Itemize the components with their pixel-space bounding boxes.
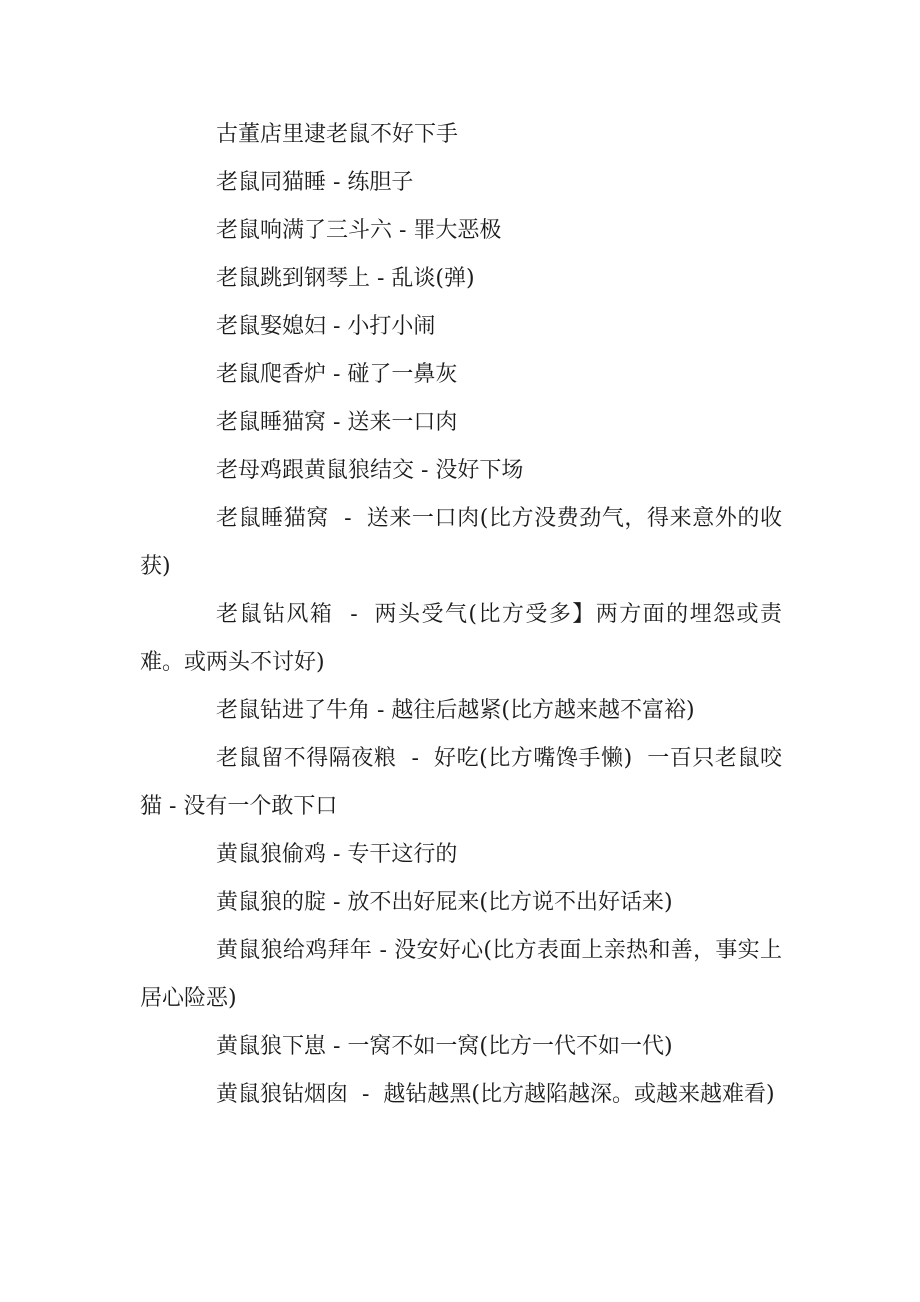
- paragraph: 老母鸡跟黄鼠狼结交 - 没好下场: [216, 458, 524, 483]
- paragraph: 老鼠睡猫窝 - 送来一口肉(比方没费劲气，得来意外的收获): [140, 506, 782, 579]
- paragraph: 老鼠响满了三斗六 - 罪大恶极: [216, 218, 502, 243]
- paragraph: 黄鼠狼偷鸡 - 专干这行的: [216, 842, 458, 867]
- paragraph: 古董店里逮老鼠不好下手: [216, 122, 459, 147]
- paragraph: 黄鼠狼下崽 - 一窝不如一窝(比方一代不如一代): [216, 1034, 673, 1059]
- paragraph: 老鼠钻进了牛角 - 越往后越紧(比方越来越不富裕): [216, 698, 695, 723]
- paragraph: 黄鼠狼的腚 - 放不出好屁来(比方说不出好话来): [216, 890, 673, 915]
- paragraph: 老鼠钻风箱 - 两头受气(比方受多】两方面的埋怨或责难。或两头不讨好): [140, 602, 782, 675]
- paragraph: 老鼠睡猫窝 - 送来一口肉: [216, 410, 458, 435]
- document-body: [140, 111, 782, 1119]
- paragraph: 老鼠同猫睡 - 练胆子: [216, 170, 414, 195]
- paragraph: 老鼠娶媳妇 - 小打小闹: [216, 314, 436, 339]
- paragraph: 黄鼠狼给鸡拜年 - 没安好心(比方表面上亲热和善，事实上居心险恶): [140, 938, 782, 1011]
- paragraph: 老鼠留不得隔夜粮 - 好吃(比方嘴馋手懒) 一百只老鼠咬猫 - 没有一个敢下口: [140, 746, 782, 819]
- paragraph: 老鼠跳到钢琴上 - 乱谈(弹): [216, 266, 475, 291]
- paragraph: 老鼠爬香炉 - 碰了一鼻灰: [216, 362, 458, 387]
- paragraph: 黄鼠狼钻烟囱 - 越钻越黑(比方越陷越深。或越来越难看): [216, 1082, 775, 1107]
